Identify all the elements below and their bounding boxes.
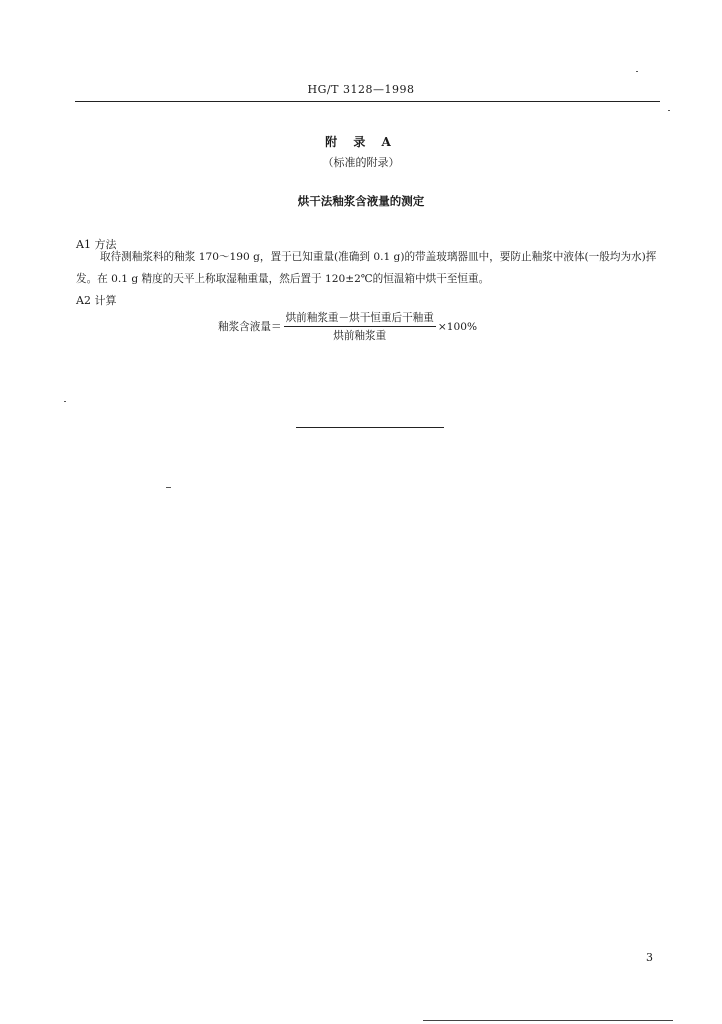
appendix-note: （标准的附录） xyxy=(322,156,400,169)
section-a1-body: 取待测釉浆料的釉浆 170～190 g，置于已知重量(准确到 0.1 g)的带盖玻璃器皿中，要防止釉浆中液体(一般均为水)挥发。在 0.1 g 精度的天平上称取湿釉重量，然后置于 120±2℃的恒温箱中烘干至恒重。 xyxy=(76,251,657,285)
section-a2-heading: A2 计算 xyxy=(76,294,117,307)
liquid-content-formula xyxy=(218,310,477,343)
formula-denominator: 烘前釉浆重 xyxy=(333,330,387,342)
page-number: 3 xyxy=(646,951,653,964)
formula-fraction xyxy=(284,310,436,343)
standard-code: HG/T 3128—1998 xyxy=(307,83,415,96)
scan-speck xyxy=(166,487,171,488)
end-of-content-rule xyxy=(296,427,444,428)
appendix-title: 附 录 A xyxy=(325,135,397,149)
header-divider xyxy=(75,101,660,102)
document-title: 烘干法釉浆含液量的测定 xyxy=(297,194,425,208)
scan-speck xyxy=(64,401,66,402)
formula-rhs: ×100% xyxy=(437,320,478,333)
formula-lhs: 釉浆含液量＝ xyxy=(218,321,282,333)
formula-numerator: 烘前釉浆重－烘干恒重后干釉重 xyxy=(284,310,436,327)
scan-speck xyxy=(636,71,638,72)
scan-speck xyxy=(668,110,670,111)
footer-divider xyxy=(423,1020,673,1021)
section-a1-heading: A1 方法 xyxy=(76,238,117,251)
